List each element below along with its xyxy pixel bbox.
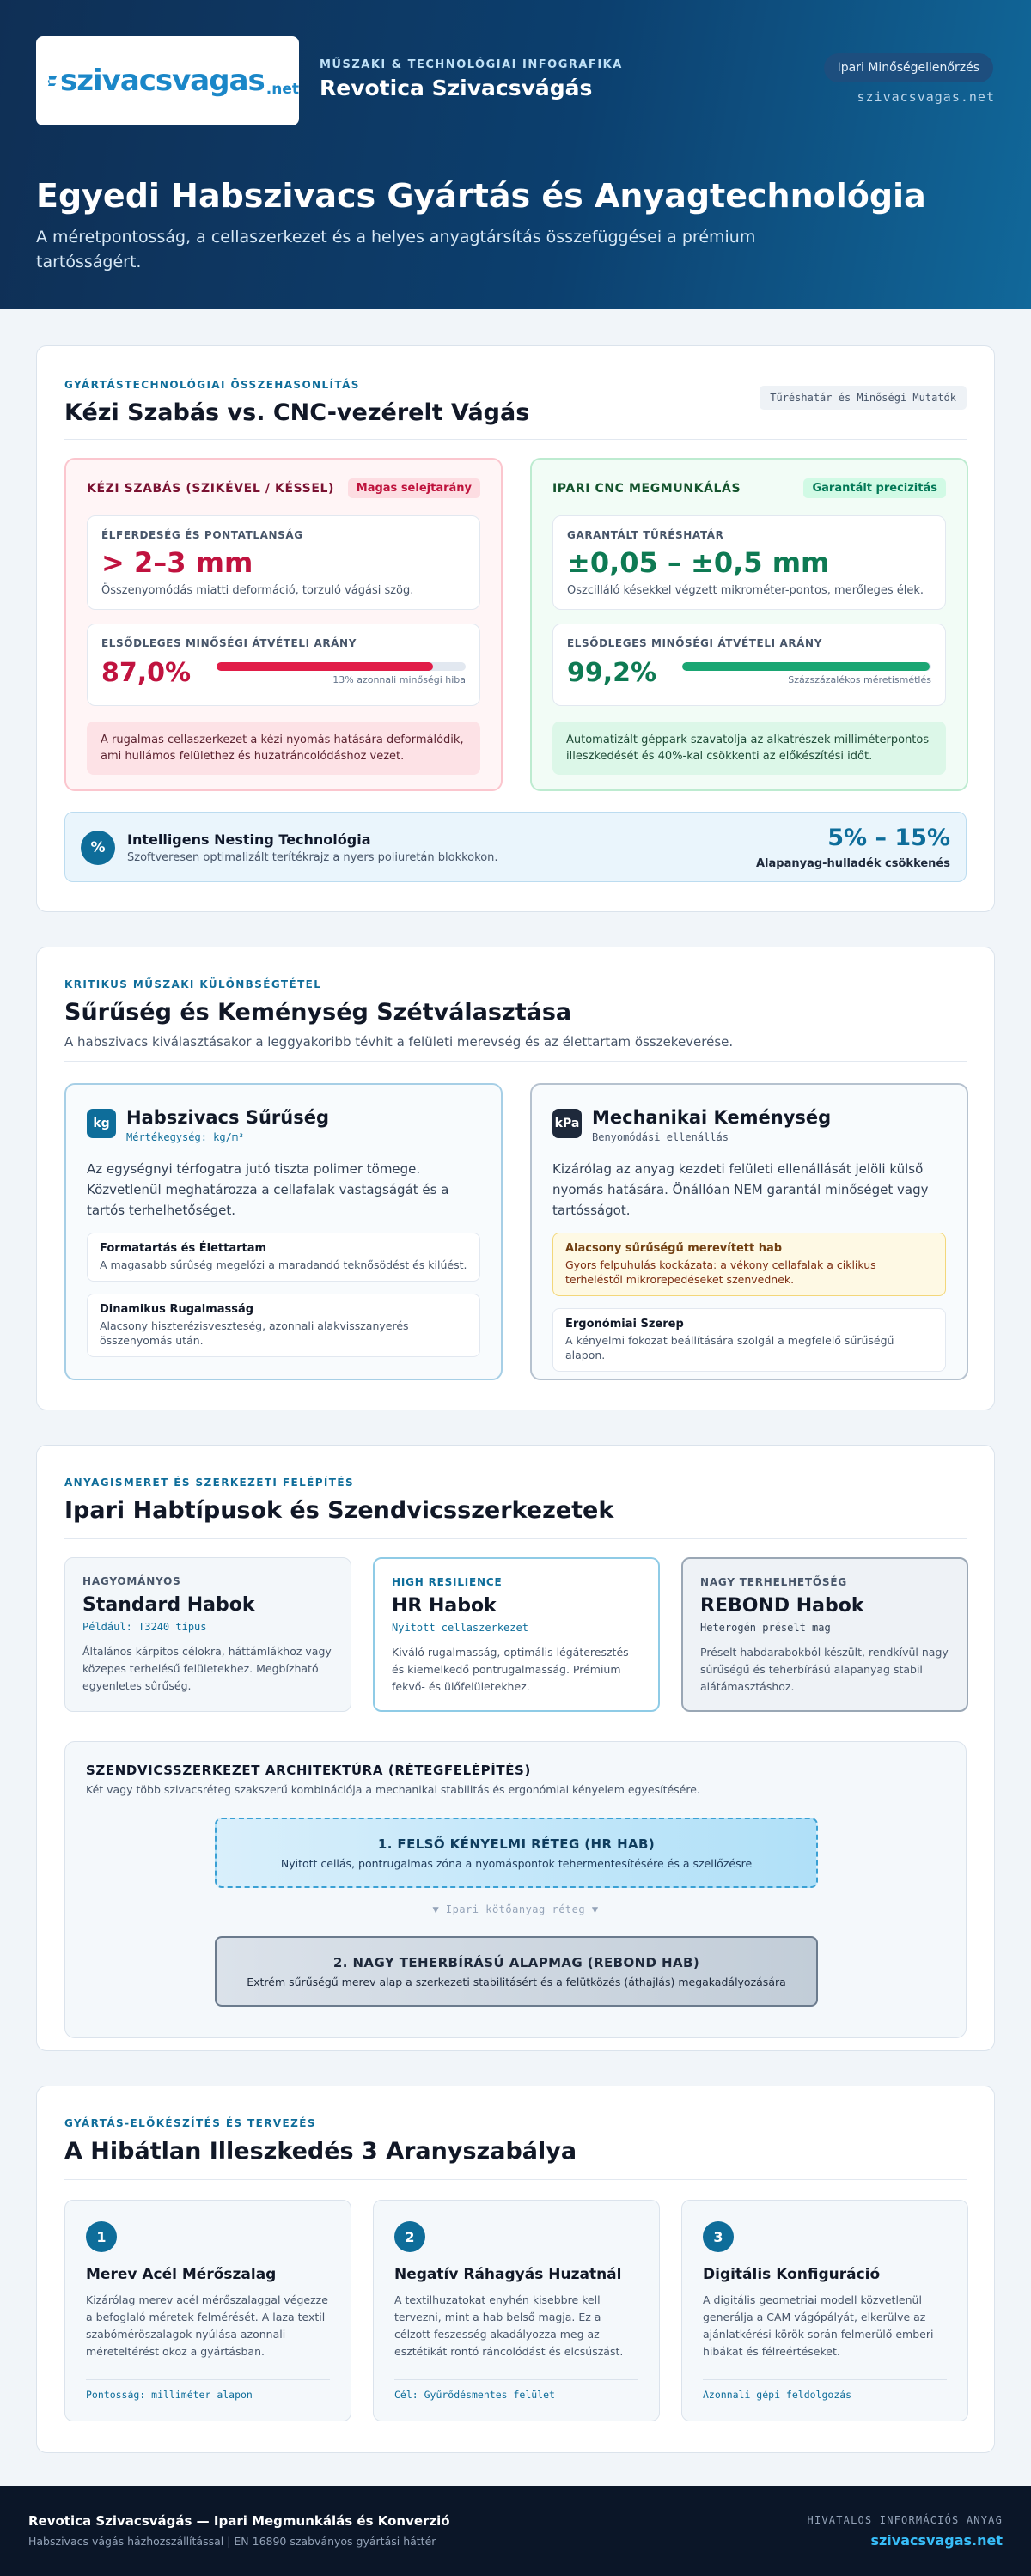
page-title: Egyedi Habszivacs Gyártás és Anyagtechnológia [36, 177, 926, 215]
layer-desc: Nyitott cellás, pontrugalmas zóna a nyomáspontok tehermentesítésére és a szellőzésre [280, 1857, 753, 1870]
sub-title: Dinamikus Rugalmasság [100, 1303, 254, 1316]
rule-text: Kizárólag merev acél mérőszalaggal végezze a befoglaló méretek felmérését. A laza textil szabóméröszalagok nyúlása azonnali méreteltérést okoz a gyártásban. [86, 2293, 328, 2358]
rule-footer: Cél: Gyűrődésmentes felület [394, 2389, 555, 2401]
logo-text: szivacsvagas [59, 64, 265, 98]
sub-point [87, 1233, 480, 1282]
sandwich-structure-panel [64, 1741, 967, 2038]
divider [64, 1061, 967, 1062]
rule-text: A digitális geometriai modell közvetlenül generálja a CAM vágópályát, elkerülve az ajánlatkérési körök során felmerülő emberi hibákat és félreértéseket. [703, 2293, 934, 2358]
card-note: A rugalmas cellaszerkezet a kézi nyomás hatására deformálódik, ami hullámos felülethez és huzatráncolódáshoz vezet. [87, 722, 480, 775]
divider [64, 439, 967, 440]
metric-value: > 2–3 mm [101, 546, 253, 579]
foam-text: Préselt habdarabokból készült, rendkívül nagy sűrűségű és teherbírású alapanyag stabil alátámasztáshoz. [700, 1646, 949, 1693]
rate-value: 87,0% [101, 658, 192, 688]
weight-icon: kg [87, 1109, 116, 1138]
card-title: Habszivacs Sűrűség [126, 1107, 329, 1128]
foam-example: Nyitott cellaszerkezet [392, 1622, 528, 1634]
card-text: Kizárólag az anyag kezdeti felületi ellenállását jelöli külső nyomás hatására. Önállóan NEM garantál minőséget vagy tartósságot. [552, 1161, 929, 1218]
foam-text: Kiváló rugalmasság, optimális légáteresztés és kiemelkedő pontrugalmasság. Prémium fekvő- és ülőfelületekhez. [392, 1646, 629, 1693]
waste-reduction-caption: Alapanyag-hulladék csökkenés [755, 857, 950, 870]
sub-title: Ergonómiai Szerep [565, 1318, 684, 1331]
card-text: Az egységnyi térfogatra jutó tiszta polimer tömege. Közvetlenül meghatározza a cellafalak vastagságát és a tartós terhelhetőséget. [87, 1161, 449, 1218]
layer-title: 2. NAGY TEHERBÍRÁSÚ ALAPMAG (REBOND HAB) [332, 1955, 700, 1970]
rule-card-3 [681, 2200, 968, 2421]
step-number: 3 [703, 2221, 734, 2252]
section-title: A Hibátlan Illeszkedés 3 Aranyszabálya [64, 2138, 577, 2165]
footer-title: Revotica Szivacsvágás — Ipari Megmunkálás és Konverzió [28, 2513, 450, 2529]
sub-desc: A magasabb sűrűség megelőzi a maradandó teknősödést és kilúést. [100, 1258, 467, 1271]
hero-url[interactable]: szivacsvagas.net [857, 89, 995, 105]
progress-fill [217, 662, 433, 671]
comfort-layer [215, 1818, 818, 1888]
rule-text: A textilhuzatokat enyhén kisebbre kell tervezni, mint a hab belső magja. Ez a célzott feszesség akadályozza meg az esztétikát rontó ráncolódást és elcsúszást. [394, 2293, 624, 2358]
metric-note: Összenyomódás miatti deformáció, torzuló vágási szög. [101, 584, 414, 597]
rule-card-1 [64, 2200, 351, 2421]
rule-title: Digitális Konfiguráció [703, 2266, 881, 2283]
divider [64, 1538, 967, 1539]
accuracy-metric [87, 515, 480, 610]
card-note: Automatizált géppark szavatolja az alkatrészek milliméterpontos illeszkedését és 40%-kal csökkenti az előkészítési időt. [552, 722, 946, 775]
section-title: Ipari Habtípusok és Szendvicsszerkezetek [64, 1497, 614, 1524]
nesting-banner [64, 812, 967, 882]
divider [703, 2379, 947, 2380]
foam-title: Standard Habok [82, 1594, 255, 1616]
card-unit: Mértékegység: kg/m³ [126, 1131, 245, 1143]
sub-desc: Gyors felpuhulás kockázata: a vékony cellafalak a ciklikus terheléstől mikrorepedéseket szenvednek. [565, 1258, 876, 1286]
progress-bar [217, 662, 466, 671]
rule-card-2 [373, 2200, 660, 2421]
sub-point [552, 1308, 946, 1372]
bar-caption: Százszázalékos méretismétlés [788, 673, 931, 685]
tolerance-metric [552, 515, 946, 610]
rule-title: Merev Acél Mérőszalag [86, 2266, 277, 2283]
layer-title: 1. FELSŐ KÉNYELMI RÉTEG (HR HAB) [377, 1836, 656, 1852]
foam-card-rebond [681, 1557, 968, 1712]
manual-cutting-card [64, 458, 503, 791]
page-footer [0, 2486, 1031, 2576]
sub-desc: Alacsony hiszterézisveszteség, azonnali alakvisszanyerés összenyomás után. [100, 1319, 409, 1347]
cnc-cutting-card [530, 458, 968, 791]
step-number: 1 [86, 2221, 117, 2252]
acceptance-metric [87, 624, 480, 706]
rate-value: 99,2% [567, 658, 657, 688]
hero-kicker: MŰSZAKI & TECHNOLÓGIAI INFOGRAFIKA [320, 58, 623, 71]
card-unit: Benyomódási ellenállás [592, 1131, 729, 1143]
hero-brand: Revotica Szivacsvágás [320, 76, 593, 100]
panel-desc: Két vagy több szivacsréteg szakszerű kombinációja a mechanikai stabilitás és ergonómiai kényelem egyesítésére. [86, 1783, 700, 1796]
foam-card-standard [64, 1557, 351, 1712]
sub-point [87, 1294, 480, 1357]
section-kicker: GYÁRTÁS-ELŐKÉSZÍTÉS ÉS TERVEZÉS [64, 2117, 316, 2129]
adhesive-layer-label: ▼ Ipari kötőanyag réteg ▼ [432, 1903, 599, 1915]
tolerance-tag: Tűréshatár és Minőségi Mutatók [760, 386, 967, 410]
section-kicker: ANYAGISMERET ÉS SZERKEZETI FELÉPÍTÉS [64, 1477, 354, 1489]
hero-header [0, 0, 1031, 309]
acceptance-metric [552, 624, 946, 706]
section-golden-rules [36, 2086, 995, 2453]
foam-example: Például: T3240 típus [82, 1621, 207, 1633]
foam-title: REBOND Habok [700, 1595, 864, 1617]
metric-value: ±0,05 – ±0,5 mm [567, 546, 830, 579]
metric-label: GARANTÁLT TŰRÉSHATÁR [567, 529, 724, 541]
metric-label: ELSŐDLEGES MINŐSÉGI ÁTVÉTELI ARÁNY [101, 637, 357, 649]
foam-card-hr [373, 1557, 660, 1712]
layer-desc: Extrém sűrűségű merev alap a szerkezeti stabilitásért és a felütközés (áthajlás) megakadályozására [247, 1976, 786, 1988]
progress-fill [682, 662, 930, 671]
metric-label: ELSŐDLEGES MINŐSÉGI ÁTVÉTELI ARÁNY [567, 637, 822, 649]
logo[interactable] [36, 36, 299, 125]
section-desc: A habszivacs kiválasztásakor a leggyakoribb tévhit a felületi merevség és az élettartam összekeverése. [64, 1034, 734, 1050]
sub-desc: A kényelmi fokozat beállítására szolgál a megfelelő sűrűségű alapon. [565, 1334, 894, 1361]
footer-subtitle: Habszivacs vágás házhozszállítással | EN 16890 szabványos gyártási háttér [28, 2535, 436, 2548]
rule-footer: Pontosság: milliméter alapon [86, 2389, 253, 2401]
metric-note: Oszcilláló késekkel végzett mikrométer-pontos, merőleges élek. [567, 584, 924, 597]
progress-bar [682, 662, 931, 671]
card-title: KÉZI SZABÁS (SZIKÉVEL / KÉSSEL) [87, 481, 335, 496]
card-title: IPARI CNC MEGMUNKÁLÁS [552, 481, 741, 496]
warning-point [552, 1233, 946, 1296]
density-card [64, 1083, 503, 1380]
section-foam-types [36, 1445, 995, 2051]
logo-mark-icon [46, 68, 58, 94]
section-title: Sűrűség és Keménység Szétválasztása [64, 999, 572, 1026]
hardness-card [530, 1083, 968, 1380]
bar-caption: 13% azonnali minőségi hiba [332, 673, 466, 685]
foam-example: Heterogén préselt mag [700, 1622, 831, 1634]
section-kicker: GYÁRTÁSTECHNOLÓGIAI ÖSSZEHASONLÍTÁS [64, 379, 360, 391]
divider [86, 2379, 330, 2380]
metric-label: ÉLFERDESÉG ÉS PONTATLANSÁG [101, 529, 303, 541]
footer-kicker: HIVATALOS INFORMÁCIÓS ANYAG [807, 2514, 1003, 2526]
foam-kicker: NAGY TERHELHETŐSÉG [700, 1576, 848, 1588]
nesting-title: Intelligens Nesting Technológia [127, 831, 371, 848]
page-subtitle: A méretpontosság, a cellaszerkezet és a helyes anyagtársítás összefüggései a prémium tartósságért. [36, 228, 756, 271]
sub-title: Alacsony sűrűségű merevített hab [565, 1242, 783, 1255]
foam-text: Általános kárpitos célokra, háttámlákhoz vagy közepes terhelésű felületekhez. Megbízható egyenletes sűrűség. [82, 1645, 332, 1692]
percent-icon: % [81, 831, 115, 865]
quality-pill: Ipari Minőségellenőrzés [824, 53, 993, 82]
panel-title: SZENDVICSSZERKEZET ARCHITEKTÚRA (RÉTEGFELÉPÍTÉS) [86, 1763, 531, 1778]
pressure-icon: kPa [552, 1109, 582, 1138]
section-density-hardness [36, 947, 995, 1410]
sub-title: Formatartás és Élettartam [100, 1242, 267, 1255]
nesting-desc: Szoftveresen optimalizált terítékrajz a nyers poliuretán blokkokon. [127, 851, 498, 864]
section-title: Kézi Szabás vs. CNC-vezérelt Vágás [64, 399, 530, 426]
footer-link[interactable]: szivacsvagas.net [870, 2532, 1003, 2549]
section-kicker: KRITIKUS MŰSZAKI KÜLÖNBSÉGTÉTEL [64, 978, 322, 990]
rule-footer: Azonnali gépi feldolgozás [703, 2389, 852, 2401]
foam-kicker: HAGYOMÁNYOS [82, 1575, 181, 1587]
section-cutting-comparison [36, 345, 995, 912]
status-badge: Garantált precizitás [803, 478, 946, 498]
logo-tld: .net [265, 81, 299, 98]
divider [394, 2379, 638, 2380]
card-title: Mechanikai Keménység [592, 1107, 832, 1128]
foam-title: HR Habok [392, 1595, 497, 1617]
foam-kicker: HIGH RESILIENCE [392, 1576, 503, 1588]
status-badge: Magas selejtarány [348, 478, 480, 498]
base-layer [215, 1936, 818, 2007]
rule-title: Negatív Ráhagyás Huzatnál [394, 2266, 622, 2283]
waste-reduction-value: 5% – 15% [827, 825, 950, 851]
step-number: 2 [394, 2221, 425, 2252]
divider [64, 2179, 967, 2180]
